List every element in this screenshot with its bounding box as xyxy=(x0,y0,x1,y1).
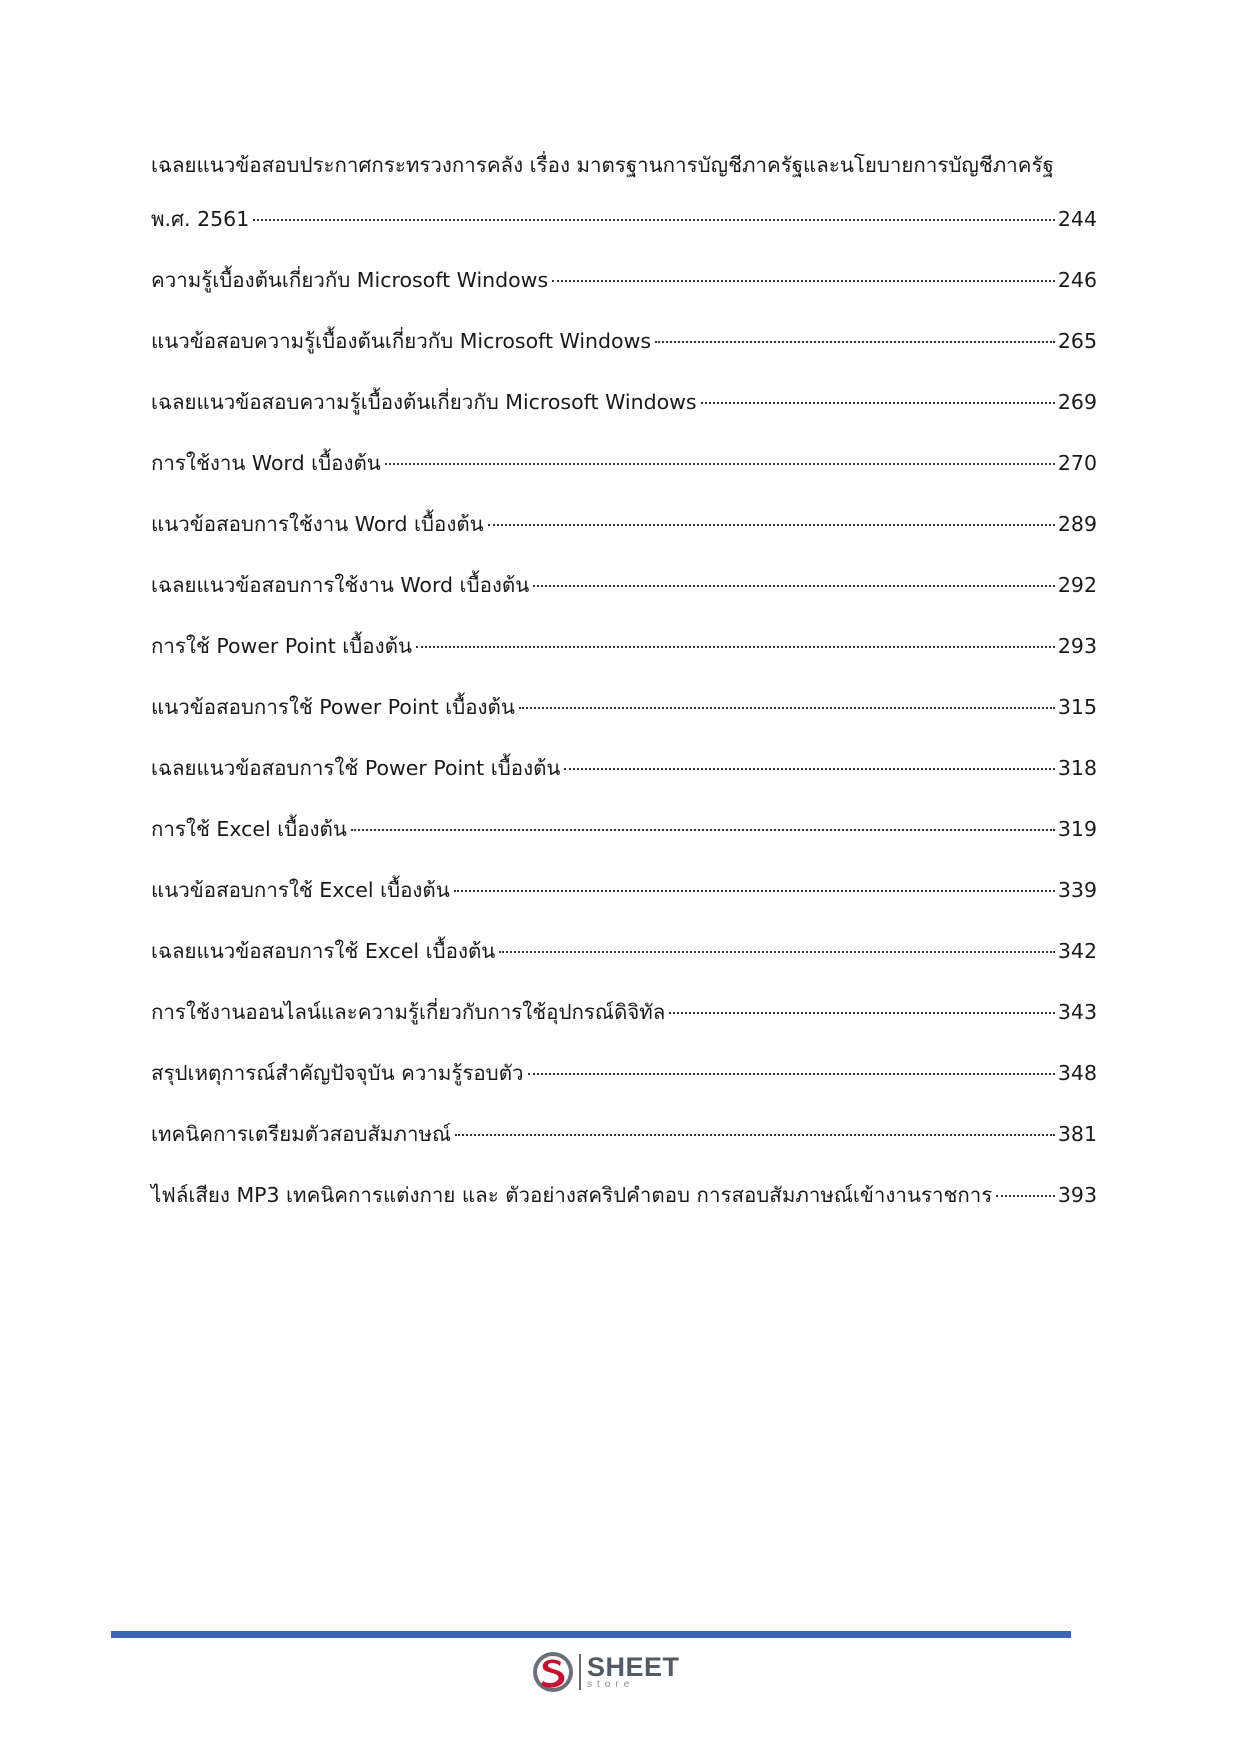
toc-entry-page: 339 xyxy=(1057,878,1097,902)
dot-leader xyxy=(669,1012,1055,1014)
sheet-store-logo xyxy=(531,1650,680,1694)
toc-entry[interactable] xyxy=(151,629,1097,663)
toc-entry[interactable] xyxy=(151,507,1097,541)
toc-entry-page: 293 xyxy=(1057,634,1097,658)
toc-entry-page: 318 xyxy=(1057,756,1097,780)
dot-leader xyxy=(533,585,1055,587)
toc-entry-page: 246 xyxy=(1057,268,1097,292)
logo-subtext: store xyxy=(587,1679,635,1690)
toc-entry-title: การใช้งาน Word เบื้องต้น xyxy=(151,451,381,475)
toc-entry-title: เฉลยแนวข้อสอบการใช้งาน Word เบื้องต้น xyxy=(151,573,530,597)
toc-entry-title: พ.ศ. 2561 xyxy=(151,207,250,231)
toc-entry-page: 343 xyxy=(1057,1000,1097,1024)
toc-entry[interactable] xyxy=(151,812,1097,846)
toc-entry[interactable] xyxy=(151,385,1097,419)
toc-entry-title: ความรู้เบื้องต้นเกี่ยวกับ Microsoft Windows xyxy=(151,268,549,292)
toc-entry[interactable] xyxy=(151,446,1097,480)
toc-entry-page: 269 xyxy=(1057,390,1097,414)
toc-entry-page: 270 xyxy=(1057,451,1097,475)
footer-divider-bar xyxy=(111,1631,1071,1638)
toc-entry-title: เฉลยแนวข้อสอบการใช้ Power Point เบื้องต้น xyxy=(151,756,561,780)
toc-entry-title: เฉลยแนวข้อสอบการใช้ Excel เบื้องต้น xyxy=(151,939,496,963)
toc-entry[interactable] xyxy=(151,751,1097,785)
toc-entry-title: แนวข้อสอบการใช้ Excel เบื้องต้น xyxy=(151,878,450,902)
toc-entry[interactable] xyxy=(151,1178,1097,1212)
toc-entry-page: 292 xyxy=(1057,573,1097,597)
toc-entry-title: สรุปเหตุการณ์สำคัญปัจจุบัน ความรู้รอบตัว xyxy=(151,1061,524,1085)
dot-leader xyxy=(488,524,1055,526)
toc-entry[interactable] xyxy=(151,690,1097,724)
toc-entry-title: การใช้ Excel เบื้องต้น xyxy=(151,817,347,841)
toc-entry[interactable] xyxy=(151,1056,1097,1090)
toc-entry-page: 289 xyxy=(1057,512,1097,536)
toc-entry-page: 315 xyxy=(1057,695,1097,719)
toc-entry-title: ไฟล์เสียง MP3 เทคนิคการแต่งกาย และ ตัวอย่างสคริปคำตอบ การสอบสัมภาษณ์เข้างานราชการ xyxy=(151,1183,993,1207)
toc-entry[interactable] xyxy=(151,1117,1097,1151)
dot-leader xyxy=(996,1195,1055,1197)
toc-entry-title: เฉลยแนวข้อสอบความรู้เบื้องต้นเกี่ยวกับ Microsoft Windows xyxy=(151,390,697,414)
toc-entry-page: 393 xyxy=(1057,1183,1097,1207)
dot-leader xyxy=(519,707,1055,709)
toc-entry[interactable] xyxy=(151,568,1097,602)
toc-entry-page: 342 xyxy=(1057,939,1097,963)
toc-entry[interactable] xyxy=(151,995,1097,1029)
toc-entry-page: 265 xyxy=(1057,329,1097,353)
toc-entry-title: แนวข้อสอบการใช้ Power Point เบื้องต้น xyxy=(151,695,515,719)
toc-entry[interactable] xyxy=(151,324,1097,358)
toc-entry-title: แนวข้อสอบการใช้งาน Word เบื้องต้น xyxy=(151,512,484,536)
dot-leader xyxy=(253,219,1055,221)
toc-entry[interactable] xyxy=(151,934,1097,968)
toc-entry-title: เทคนิคการเตรียมตัวสอบสัมภาษณ์ xyxy=(151,1122,451,1146)
dot-leader xyxy=(528,1073,1055,1075)
dot-leader xyxy=(385,463,1055,465)
toc-entry[interactable] xyxy=(151,873,1097,907)
dot-leader xyxy=(655,341,1055,343)
toc-entry-page: 319 xyxy=(1057,817,1097,841)
sheet-s-logo-icon xyxy=(531,1650,575,1694)
dot-leader xyxy=(564,768,1054,770)
dot-leader xyxy=(454,890,1055,892)
toc-entry[interactable] xyxy=(151,148,1097,236)
toc-entry-title-line1: เฉลยแนวข้อสอบประกาศกระทรวงการคลัง เรื่อง มาตรฐานการบัญชีภาครัฐและนโยบายการบัญชีภาครัฐ xyxy=(151,153,1054,177)
toc-entry-page: 381 xyxy=(1057,1122,1097,1146)
dot-leader xyxy=(499,951,1055,953)
toc-entry-title: แนวข้อสอบความรู้เบื้องต้นเกี่ยวกับ Microsoft Windows xyxy=(151,329,652,353)
dot-leader xyxy=(351,829,1055,831)
dot-leader xyxy=(701,402,1055,404)
dot-leader xyxy=(455,1134,1055,1136)
toc-entry-title: การใช้ Power Point เบื้องต้น xyxy=(151,634,412,658)
table-of-contents xyxy=(151,148,1097,1239)
logo-divider xyxy=(579,1654,581,1690)
toc-entry-page: 348 xyxy=(1057,1061,1097,1085)
toc-entry-title: การใช้งานออนไลน์และความรู้เกี่ยวกับการใช้อุปกรณ์ดิจิทัล xyxy=(151,1000,666,1024)
logo-name: SHEET xyxy=(587,1652,680,1682)
toc-entry-page: 244 xyxy=(1057,207,1097,231)
toc-entry[interactable] xyxy=(151,263,1097,297)
logo-wordmark xyxy=(587,1654,680,1690)
dot-leader xyxy=(416,646,1055,648)
dot-leader xyxy=(552,280,1055,282)
